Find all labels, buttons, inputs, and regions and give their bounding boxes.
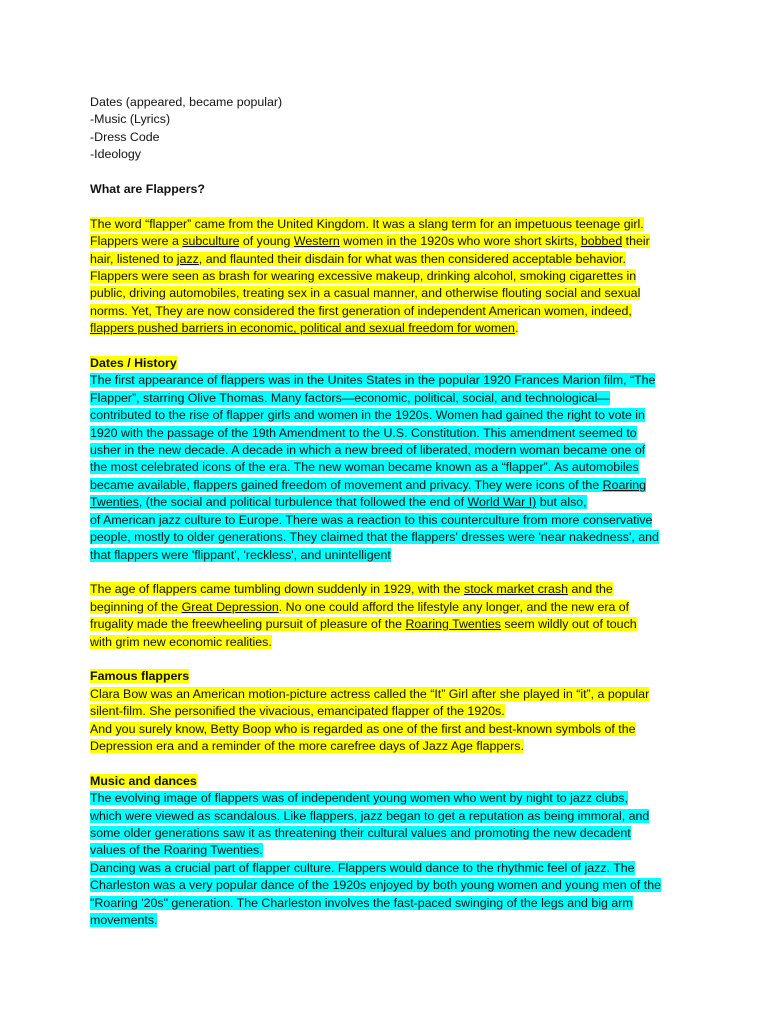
text-line	[90, 233, 678, 250]
section-heading-text: Music and dances	[90, 773, 197, 788]
link-text[interactable]: Roaring	[602, 477, 647, 492]
link-text[interactable]: subculture	[182, 234, 240, 249]
section	[90, 668, 678, 772]
section-heading	[90, 773, 678, 790]
text-line	[90, 268, 678, 285]
text-line	[90, 529, 678, 546]
link-text[interactable]: stock market crash	[464, 582, 568, 597]
text-run: , (the social and political turbulence that followed the end of	[138, 495, 468, 510]
text-line	[90, 442, 678, 459]
text-line	[90, 599, 678, 616]
text-run: hair, listened to	[90, 251, 177, 266]
text-line	[90, 912, 678, 929]
text-line	[90, 703, 678, 720]
text-run: 1920 with the passage of the 19th Amendment to the U.S. Constitution. This amendment seemed to	[90, 425, 637, 440]
text-run: their	[622, 234, 650, 249]
section	[90, 773, 678, 947]
paragraph	[90, 686, 678, 756]
text-run: silent-film. She personified the vivacious, emancipated flapper of the 1920s.	[90, 704, 505, 719]
text-line	[90, 251, 678, 268]
paragraph	[90, 372, 678, 563]
text-run: Clara Bow was an American motion-picture actress called the “It” Girl after she played in “it”, a popular	[90, 686, 650, 701]
text-run: seem wildly out of touch	[500, 617, 637, 632]
paragraph	[90, 790, 678, 929]
link-text[interactable]: jazz	[176, 251, 199, 266]
text-run: people, mostly to older generations. They claimed that the flappers' dresses were 'near nakedness', and	[90, 530, 659, 545]
text-line	[90, 790, 678, 807]
text-run: women in the 1920s who wore short skirts,	[339, 234, 581, 249]
text-run: And you surely know, Betty Boop who is regarded as one of the first and best-known symbols of the	[90, 721, 636, 736]
text-line	[90, 808, 678, 825]
section-heading	[90, 181, 678, 198]
document-body	[90, 181, 678, 947]
text-run: movements.	[90, 913, 158, 927]
text-run: the most celebrated icons of the era. The new woman became known as a “flapper”. As automobiles	[90, 460, 639, 475]
text-line	[90, 547, 678, 564]
text-run: , and flaunted their disdain for what was then considered acceptable behavior.	[198, 251, 626, 266]
text-line	[90, 390, 678, 407]
text-run: of American jazz culture to Europe. There was a reaction to this counterculture from more conservative	[90, 512, 653, 527]
text-run: some older generations saw it as threatening their cultural values and promoting the new decadent	[90, 825, 631, 840]
text-line	[90, 303, 678, 320]
link-text[interactable]: World War I)	[467, 495, 537, 510]
outline-list	[90, 94, 678, 164]
text-run: "Roaring '20s" generation. The Charleston involves the fast-paced swinging of the legs and big arm	[90, 895, 633, 910]
text-run: usher in the new decade. A decade in which a new breed of liberated, modern woman became one of	[90, 443, 646, 458]
text-run: The age of flappers came tumbling down suddenly in 1929, with the	[90, 582, 465, 597]
text-run: Flappers were seen as brash for wearing excessive makeup, drinking alcohol, smoking cigarettes in	[90, 269, 637, 284]
outline-item: Dates (appeared, became popular)	[90, 95, 283, 109]
text-line	[90, 877, 678, 894]
text-run: contributed to the rise of flapper girls and women in the 1920s. Women had gained the right to vote in	[90, 408, 645, 423]
text-line	[90, 738, 678, 755]
link-text[interactable]: Western	[293, 234, 340, 249]
text-line	[90, 860, 678, 877]
text-line	[90, 425, 678, 442]
text-run: Charleston was a very popular dance of the 1920s enjoyed by both young women and young men of the	[90, 878, 662, 893]
link-text[interactable]: bobbed	[580, 234, 623, 249]
link-text[interactable]: Roaring Twenties	[405, 617, 501, 632]
outline-item: -Ideology	[90, 147, 141, 162]
text-line	[90, 581, 678, 598]
section	[90, 181, 678, 355]
section	[90, 355, 678, 668]
text-run: became available, flappers gained freedom of movement and privacy. They were icons of the	[90, 477, 603, 492]
text-run: Flapper”, starring Olive Thomas. Many factors—economic, political, social, and technological—	[90, 390, 610, 405]
text-run: The first appearance of flappers was in the Unites States in the popular 1920 Frances Marion film, “The	[90, 373, 656, 388]
section-heading	[90, 355, 678, 372]
text-run: The word “flapper” came from the United Kingdom. It was a slang term for an impetuous teenage girl.	[90, 216, 644, 231]
text-run: public, driving automobiles, treating sex in a casual manner, and otherwise flouting social and sexual	[90, 286, 641, 301]
text-run: values of the Roaring Twenties.	[90, 843, 263, 858]
section-heading-text: Dates / History	[90, 356, 177, 371]
link-text[interactable]: Great Depression	[181, 599, 279, 614]
paragraph	[90, 581, 678, 651]
text-run: frugality made the freewheeling pursuit of pleasure of the	[90, 617, 406, 632]
text-line	[90, 616, 678, 633]
text-run: and the	[568, 582, 613, 597]
paragraph	[90, 216, 678, 338]
text-run: that flappers were 'flippant', 'reckless', and unintelligent	[90, 547, 391, 562]
text-line	[90, 842, 678, 859]
text-line	[90, 895, 678, 912]
text-line	[90, 407, 678, 424]
text-run: beginning of the	[90, 599, 182, 614]
text-run: which were viewed as scandalous. Like flappers, jazz began to get a reputation as being immoral, and	[90, 808, 650, 823]
text-run: Dancing was a crucial part of flapper culture. Flappers would dance to the rhythmic feel of jazz. The	[90, 860, 635, 875]
text-run: .	[514, 321, 519, 336]
text-run: . No one could afford the lifestyle any longer, and the new era of	[278, 599, 630, 614]
text-run: of young	[239, 234, 294, 249]
text-line	[90, 477, 678, 494]
section-heading-text: What are Flappers?	[90, 182, 205, 197]
text-line	[90, 459, 678, 476]
text-run: Depression era and a reminder of the more carefree days of Jazz Age flappers.	[90, 738, 524, 753]
text-line	[90, 494, 678, 511]
link-text[interactable]: Twenties	[90, 495, 139, 510]
text-run: Flappers were a	[90, 234, 183, 249]
text-run: with grim new economic realities.	[90, 634, 272, 649]
text-line	[90, 825, 678, 842]
text-run: The evolving image of flappers was of independent young women who went by night to jazz clubs,	[90, 791, 628, 806]
link-text[interactable]: flappers pushed barriers in economic, political and sexual freedom for women	[90, 321, 515, 336]
text-line	[90, 512, 678, 529]
text-line	[90, 285, 678, 302]
text-line	[90, 372, 678, 389]
outline-item: -Music (Lyrics)	[90, 112, 171, 127]
text-run: but also,	[536, 495, 587, 510]
text-run: norms. Yet, They are now considered the first generation of independent American women, indeed,	[90, 303, 632, 318]
text-line	[90, 686, 678, 703]
text-line	[90, 320, 678, 337]
section-heading	[90, 668, 678, 685]
outline-item: -Dress Code	[90, 129, 160, 144]
text-line	[90, 634, 678, 651]
text-line	[90, 216, 678, 233]
section-heading-text: Famous flappers	[90, 669, 190, 684]
text-line	[90, 721, 678, 738]
